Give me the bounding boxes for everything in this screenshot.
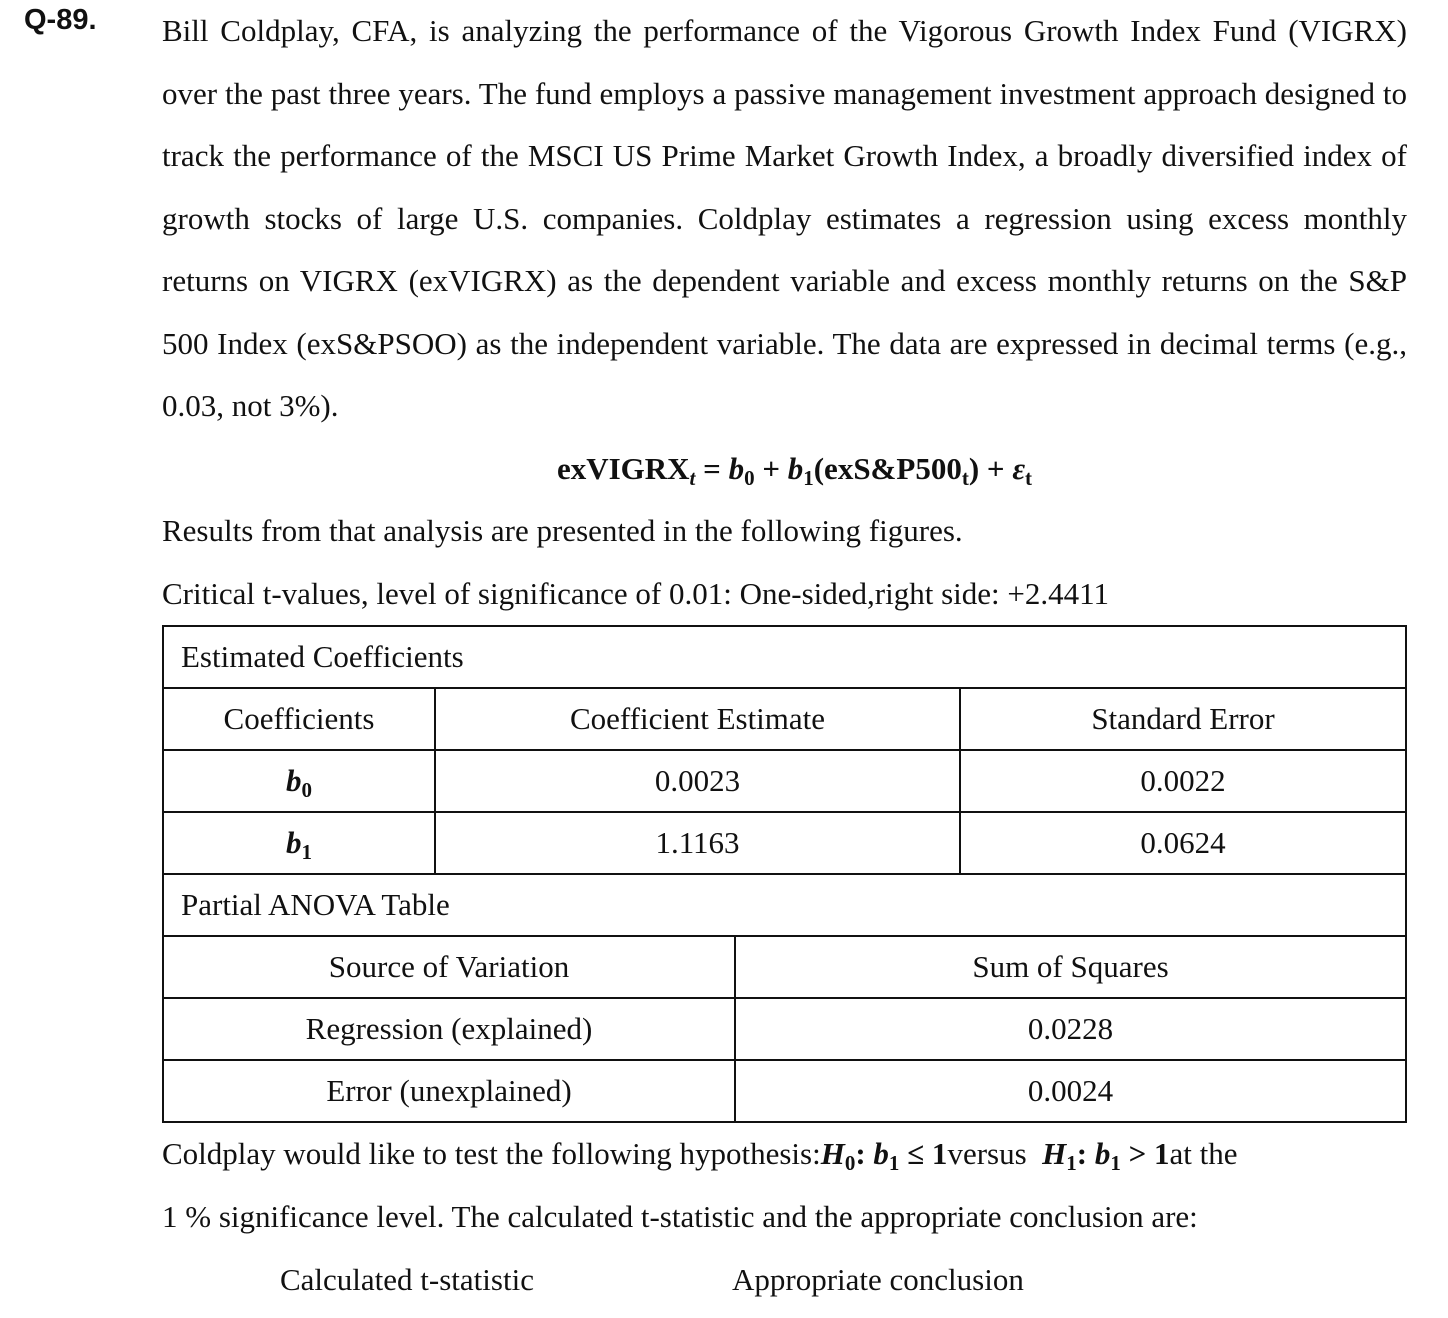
coef-estimate: 0.0023 — [435, 750, 960, 812]
anova-header-ss: Sum of Squares — [735, 936, 1406, 998]
coef-table-title: Estimated Coefficients — [163, 626, 1406, 688]
coefficients-table — [162, 625, 1407, 875]
anova-source: Regression (explained) — [163, 998, 735, 1060]
equation-epsilon-sub: t — [1025, 465, 1033, 490]
coef-header-estimate: Coefficient Estimate — [435, 688, 960, 750]
intro-paragraph: Bill Coldplay, CFA, is analyzing the performance of the Vigorous Growth Index Fund (VIGRX) over the past three years. The fund employs a passive management investment approach designed to track the performance of the MSCI US Prime Market Growth Index, a broadly diversified index of growth stocks of large U.S. companies. Coldplay estimates a regression using excess monthly returns on VIGRX (exVIGRX) as the dependent variable and excess monthly returns on the S&P 500 Index (exS&PSOO) as the independent variable. The data are expressed in decimal terms (e.g., 0.03, not 3%). — [162, 13, 1407, 423]
table-row — [163, 1060, 1406, 1122]
answer-headers — [162, 1248, 1407, 1310]
table-row — [163, 812, 1406, 874]
equation-lhs: exVIGRX — [556, 450, 690, 486]
equation-b1-sub: 1 — [803, 465, 814, 490]
equation-lhs-sub: t — [689, 465, 696, 490]
table-row — [163, 998, 1406, 1060]
anova-header-source: Source of Variation — [163, 936, 735, 998]
answer-header-t-stat: Calculated t-statistic — [280, 1262, 534, 1297]
coef-symbol: $b_0$ — [163, 750, 435, 812]
equation-epsilon: ε — [1012, 450, 1026, 486]
coef-header-std-error: Standard Error — [960, 688, 1406, 750]
question-number: Q-89. — [24, 4, 97, 36]
hypothesis-line: Coldplay would like to test the following $hypothesis:H_0$: $b_1$ ≤ 1versus $H_1$: $b_1 > 1at$ the — [162, 1136, 1238, 1175]
results-line: Results from that analysis are presented in the following figures. — [162, 513, 963, 548]
table-row — [163, 750, 1406, 812]
equation-x-sub: t — [961, 465, 969, 490]
critical-value-line: Critical t-values, level of significance of 0.01: One-sided,right side: +2.4411 — [162, 575, 1109, 611]
hypothesis-line-2: 1 % significance level. The calculated t-statistic and the appropriate conclusion are: — [162, 1198, 1198, 1234]
equation-b1: b — [787, 450, 804, 486]
answer-header-conclusion: Appropriate conclusion — [732, 1262, 1024, 1297]
equation-b0-sub: 0 — [744, 465, 755, 490]
coef-estimate: 1.1163 — [435, 812, 960, 874]
coef-std-error: 0.0624 — [960, 812, 1406, 874]
coef-symbol: $b_1$ — [163, 812, 435, 874]
coef-std-error: 0.0022 — [960, 750, 1406, 812]
coef-header-coefficients: Coefficients — [163, 688, 435, 750]
equation-x-close: ) — [968, 450, 980, 486]
anova-table — [162, 875, 1407, 1123]
anova-table-title: Partial ANOVA Table — [163, 875, 1406, 936]
regression-equation: exVIGRX$_t$ = $b_0$ + $b_1(exS\&P500_t) + \varepsilon_t$ — [556, 450, 1033, 490]
anova-ss: 0.0228 — [735, 998, 1406, 1060]
equation-x: (exS&P500 — [813, 450, 962, 486]
anova-ss: 0.0024 — [735, 1060, 1406, 1122]
equation-b0: b — [728, 450, 745, 486]
question-body — [162, 0, 1407, 1310]
anova-source: Error (unexplained) — [163, 1060, 735, 1122]
